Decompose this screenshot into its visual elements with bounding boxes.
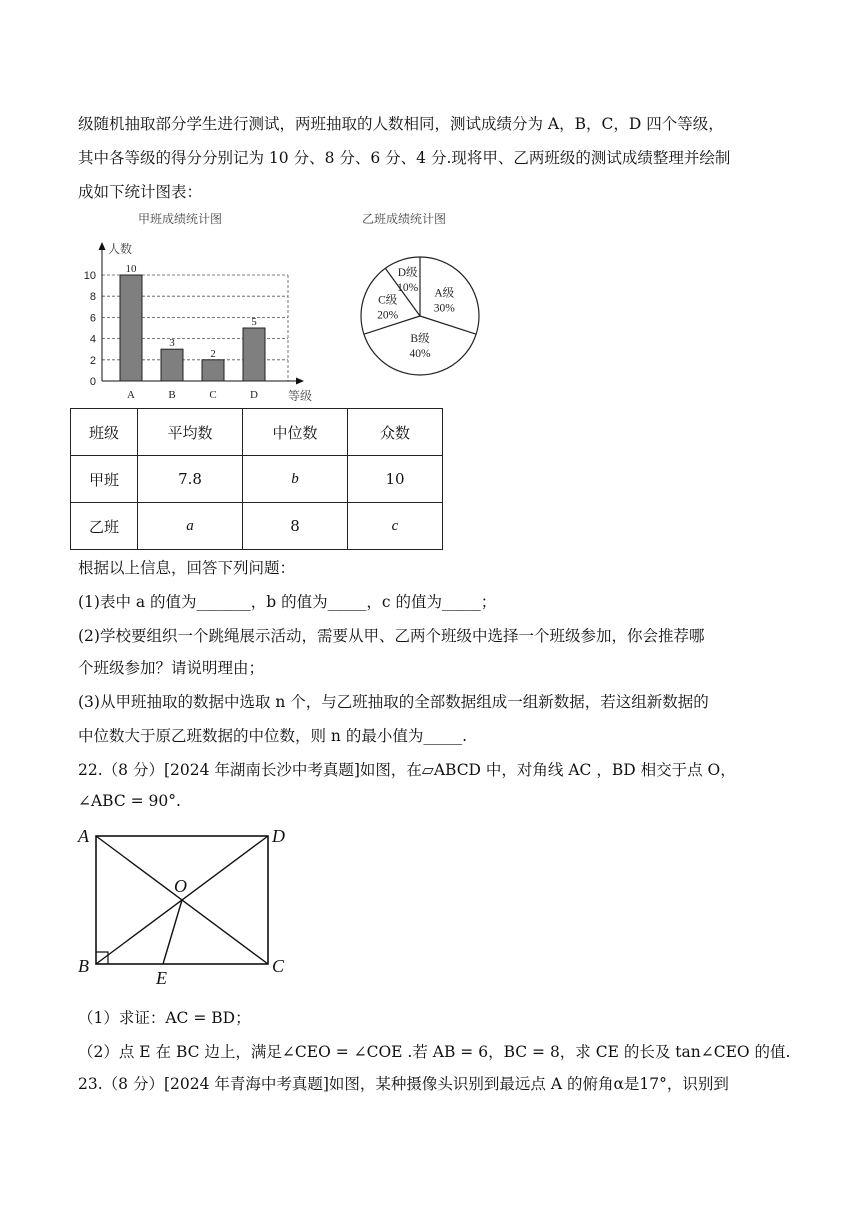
bar-value-label: 5 bbox=[251, 316, 257, 328]
bar bbox=[120, 275, 142, 381]
table-cell: 8 bbox=[243, 503, 348, 550]
x-axis-arrow bbox=[296, 378, 304, 385]
table-cell: 10 bbox=[348, 456, 443, 503]
table-cell: b bbox=[243, 456, 348, 503]
label-b: B bbox=[78, 956, 89, 976]
y-tick-label: 4 bbox=[89, 333, 96, 346]
y-axis-arrow bbox=[99, 242, 106, 250]
x-tick-label: B bbox=[168, 389, 176, 401]
pie-chart-title: 乙班成绩统计图 bbox=[362, 212, 447, 226]
table-cell: a bbox=[138, 503, 243, 550]
q21-part3-line2: 中位数大于原乙班数据的中位数，则 n 的最小值为_____. bbox=[78, 727, 468, 745]
pie-slice-label: C级 bbox=[378, 294, 398, 307]
q23-stem-line1: 23.（8 分）[2024 年青海中考真题]如图，某种摄像头识别到最远点 A 的俯角α是17°，识别到 bbox=[78, 1075, 729, 1093]
bar bbox=[202, 360, 224, 381]
y-axis-label: 人数 bbox=[108, 242, 133, 256]
table-header: 众数 bbox=[348, 409, 443, 456]
x-axis-label: 等级 bbox=[288, 389, 313, 403]
pie-chart bbox=[340, 205, 500, 380]
rectangle-diagram bbox=[72, 822, 302, 992]
table-cell: c bbox=[348, 503, 443, 550]
bar-chart-title: 甲班成绩统计图 bbox=[138, 212, 223, 226]
x-tick-label: A bbox=[127, 389, 135, 401]
pie-slice-label: A级 bbox=[434, 287, 455, 300]
table-row bbox=[71, 456, 443, 503]
table-header: 班级 bbox=[71, 409, 138, 456]
bar-chart bbox=[72, 205, 332, 405]
table-cell: 乙班 bbox=[71, 503, 138, 550]
intro-line-2: 其中各等级的得分分别记为 10 分、8 分、6 分、4 分.现将甲、乙两班级的测试成绩整理并绘制 bbox=[78, 149, 731, 167]
q21-part3-line1: (3)从甲班抽取的数据中选取 n 个，与乙班抽取的全部数据组成一组新数据，若这组新数据的 bbox=[78, 693, 709, 711]
q22-sub2: （2）点 E 在 BC 边上，满足∠CEO = ∠COE .若 AB = 6，BC = 8，求 CE 的长及 tan∠CEO 的值. bbox=[78, 1043, 791, 1061]
bar-value-label: 10 bbox=[125, 263, 137, 275]
q21-part2-line1: (2)学校要组织一个跳绳展示活动，需要从甲、乙两个班级中选择一个班级参加，你会推荐哪 bbox=[78, 627, 705, 645]
y-tick-label: 10 bbox=[83, 270, 96, 282]
q22-stem-line2: ∠ABC = 90°. bbox=[78, 792, 181, 810]
y-tick-label: 0 bbox=[89, 376, 96, 388]
score-table bbox=[70, 408, 443, 550]
q21-lead: 根据以上信息，回答下列问题： bbox=[78, 559, 296, 577]
table-cell: 甲班 bbox=[71, 456, 138, 503]
table-cell: 7.8 bbox=[138, 456, 243, 503]
q21-part1: (1)表中 a 的值为_______，b 的值为_____，c 的值为_____； bbox=[78, 593, 497, 611]
x-tick-label: D bbox=[250, 389, 258, 401]
bar-value-label: 3 bbox=[169, 337, 175, 350]
q22-stem-line1: 22.（8 分）[2024 年湖南长沙中考真题]如图，在▱ABCD 中，对角线 AC ，BD 相交于点 O， bbox=[78, 761, 736, 779]
table-header-row bbox=[71, 409, 443, 456]
y-tick-label: 6 bbox=[89, 312, 96, 325]
bar bbox=[161, 349, 183, 381]
bar-value-label: 2 bbox=[210, 347, 216, 360]
label-e: E bbox=[156, 968, 167, 988]
y-tick-label: 2 bbox=[89, 354, 96, 367]
y-tick-label: 8 bbox=[89, 291, 96, 304]
label-a: A bbox=[78, 826, 89, 846]
pie-slice-percent: 30% bbox=[433, 302, 455, 315]
pie-slice-percent: 40% bbox=[409, 348, 431, 360]
pie-slice-percent: 20% bbox=[377, 309, 399, 322]
intro-line-3: 成如下统计图表： bbox=[78, 183, 203, 201]
q22-sub1: （1）求证：AC = BD； bbox=[78, 1009, 251, 1027]
table-header: 平均数 bbox=[138, 409, 243, 456]
pie-slice-label: D级 bbox=[397, 266, 418, 279]
label-c: C bbox=[272, 956, 285, 976]
bar bbox=[243, 328, 265, 381]
table-row bbox=[71, 503, 443, 550]
pie-slice-label: B级 bbox=[410, 333, 430, 345]
segment-oe bbox=[163, 900, 182, 964]
q21-part2-line2: 个班级参加？请说明理由； bbox=[78, 659, 265, 677]
label-o: O bbox=[174, 876, 187, 896]
pie-slice-percent: 10% bbox=[397, 281, 419, 294]
table-header: 中位数 bbox=[243, 409, 348, 456]
x-tick-label: C bbox=[209, 389, 217, 401]
label-d: D bbox=[272, 826, 285, 846]
intro-line-1: 级随机抽取部分学生进行测试，两班抽取的人数相同，测试成绩分为 A，B，C，D 四个等级， bbox=[78, 115, 724, 133]
